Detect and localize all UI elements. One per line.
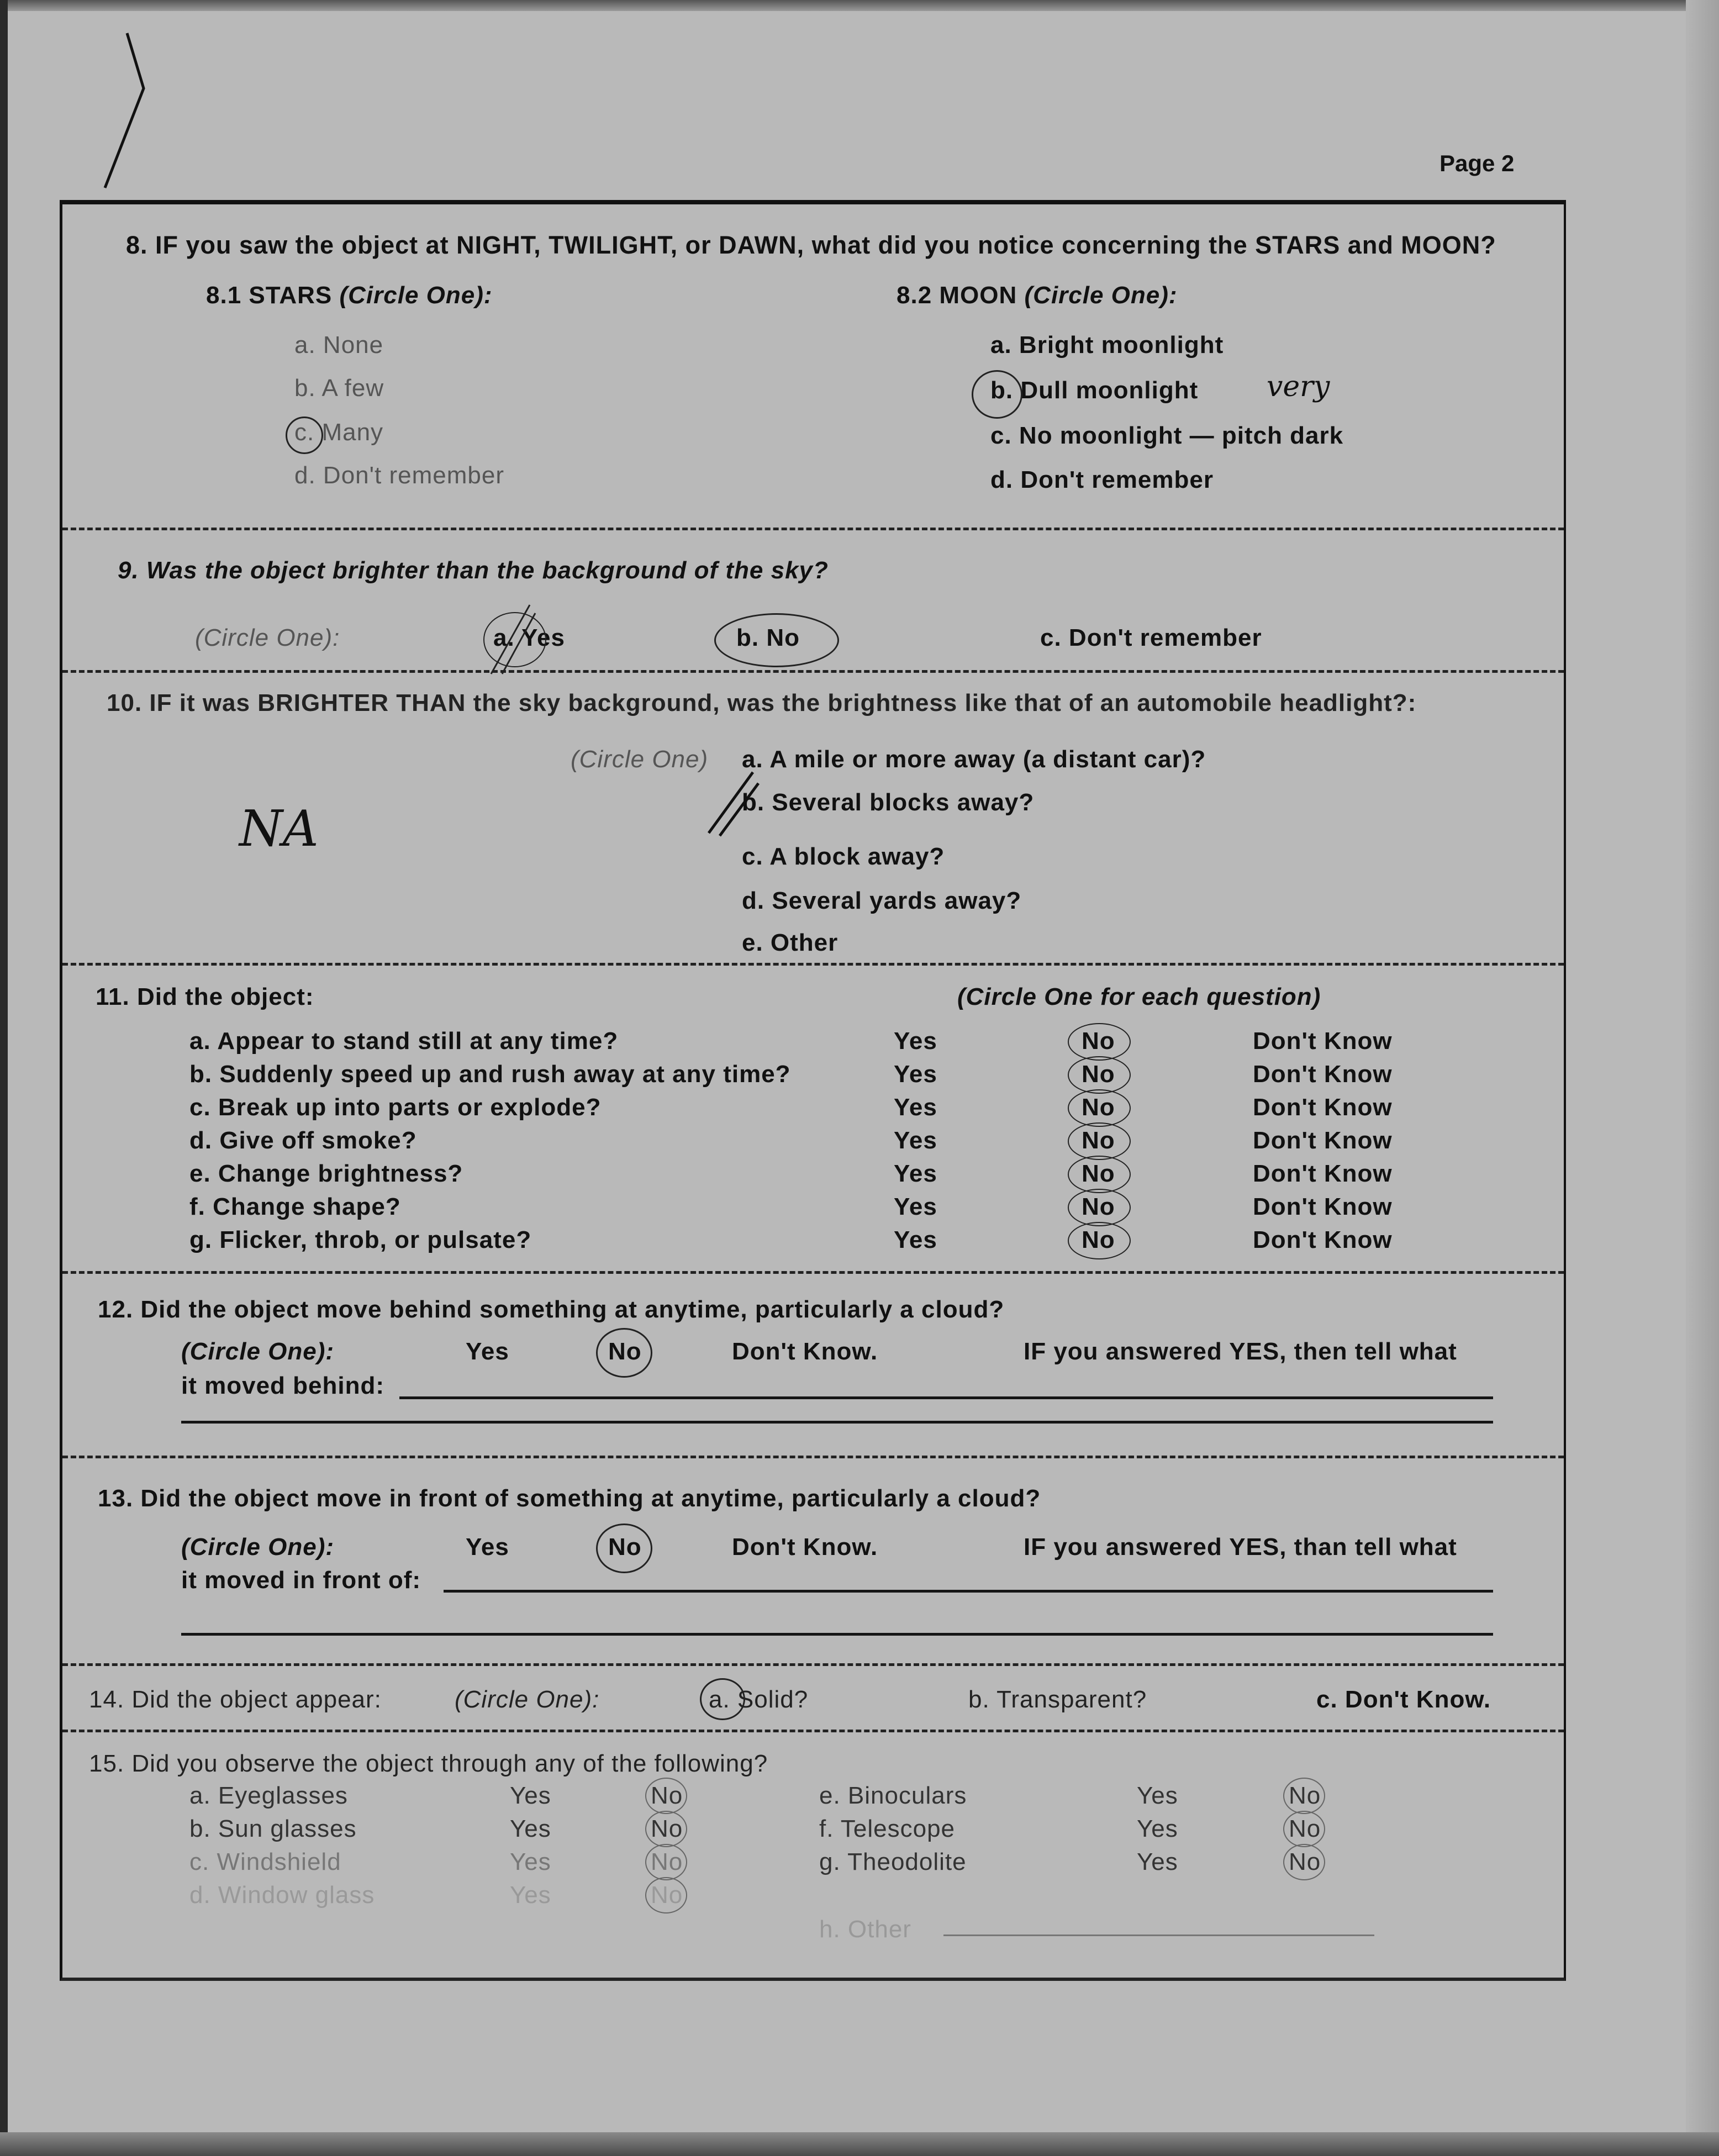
q15-item-yes[interactable]: Yes bbox=[510, 1848, 551, 1875]
question-10-text: 10. IF it was BRIGHTER THAN the sky background, was the brightness like that of an automobile headlight?: bbox=[107, 689, 1417, 716]
q15-other-line[interactable] bbox=[943, 1934, 1374, 1936]
q15-item-label: a. Eyeglasses bbox=[189, 1782, 348, 1809]
moon-instruction: (Circle One): bbox=[1024, 282, 1178, 309]
q15-other-label: h. Other bbox=[819, 1916, 911, 1943]
q11-row-dont-know[interactable]: Don't Know bbox=[1253, 1027, 1393, 1055]
q11-row-dont-know[interactable]: Don't Know bbox=[1253, 1226, 1393, 1253]
q11-row-yes[interactable]: Yes bbox=[894, 1226, 937, 1253]
q11-row-label: d. Give off smoke? bbox=[189, 1127, 417, 1154]
handwritten-note-na: NA bbox=[239, 800, 319, 858]
q15-item-no[interactable]: No bbox=[651, 1881, 683, 1909]
q11-row-label: b. Suddenly speed up and rush away at any time? bbox=[189, 1061, 791, 1088]
question-13-text: 13. Did the object move in front of something at anytime, particularly a cloud? bbox=[98, 1485, 1041, 1512]
moon-option-a[interactable]: a. Bright moonlight bbox=[990, 331, 1224, 359]
q10-cross-out-stroke bbox=[703, 767, 764, 844]
stars-option-c[interactable]: c. Many bbox=[294, 419, 384, 446]
q10-option-b[interactable]: b. Several blocks away? bbox=[742, 789, 1035, 816]
q11-row-dont-know[interactable]: Don't Know bbox=[1253, 1127, 1393, 1154]
question-12-text: 12. Did the object move behind something at anytime, particularly a cloud? bbox=[98, 1296, 1005, 1323]
question-8-text: 8. IF you saw the object at NIGHT, TWILIGHT, or DAWN, what did you notice concerning the STARS and MOON? bbox=[126, 231, 1496, 259]
q15-item-yes[interactable]: Yes bbox=[510, 1881, 551, 1909]
q9-cross-out-stroke bbox=[480, 602, 541, 679]
q11-row-label: e. Change brightness? bbox=[189, 1160, 463, 1187]
q9-option-yes[interactable]: a. Yes bbox=[493, 624, 565, 651]
q15-item-label: d. Window glass bbox=[189, 1881, 375, 1909]
q11-row-dont-know[interactable]: Don't Know bbox=[1253, 1193, 1393, 1220]
q15-item-no[interactable]: No bbox=[1289, 1782, 1321, 1809]
q10-option-e[interactable]: e. Other bbox=[742, 929, 839, 956]
scan-left-edge bbox=[0, 0, 8, 2156]
q11-row-dont-know[interactable]: Don't Know bbox=[1253, 1061, 1393, 1088]
q15-item-yes[interactable]: Yes bbox=[510, 1815, 551, 1842]
stars-option-d[interactable]: d. Don't remember bbox=[294, 462, 504, 489]
q15-item-label: b. Sun glasses bbox=[189, 1815, 357, 1842]
q11-row-no[interactable]: No bbox=[1082, 1061, 1115, 1088]
q11-row-no[interactable]: No bbox=[1082, 1160, 1115, 1187]
stars-option-b[interactable]: b. A few bbox=[294, 375, 384, 402]
moon-heading-label: 8.2 MOON bbox=[897, 282, 1017, 309]
q11-row-yes[interactable]: Yes bbox=[894, 1160, 937, 1187]
q15-item-yes[interactable]: Yes bbox=[1137, 1782, 1178, 1809]
margin-pen-stroke bbox=[83, 22, 171, 199]
q9-option-no[interactable]: b. No bbox=[736, 624, 800, 651]
questionnaire-form bbox=[60, 200, 1566, 1981]
question-14-text: 14. Did the object appear: bbox=[89, 1686, 382, 1713]
q10-option-a[interactable]: a. A mile or more away (a distant car)? bbox=[742, 746, 1206, 773]
q11-row-no[interactable]: No bbox=[1082, 1193, 1115, 1220]
q11-row-dont-know[interactable]: Don't Know bbox=[1253, 1094, 1393, 1121]
q12-option-no[interactable]: No bbox=[608, 1338, 642, 1365]
q11-row-yes[interactable]: Yes bbox=[894, 1193, 937, 1220]
question-14-section bbox=[62, 1666, 1564, 1732]
q12-answer-line-2[interactable] bbox=[181, 1421, 1493, 1424]
q15-item-no[interactable]: No bbox=[1289, 1848, 1321, 1875]
question-9-section bbox=[62, 530, 1564, 673]
q14-instruction: (Circle One): bbox=[455, 1686, 600, 1713]
q15-item-no[interactable]: No bbox=[651, 1815, 683, 1842]
question-11-text: 11. Did the object: bbox=[96, 983, 314, 1010]
question-11-section bbox=[62, 966, 1564, 1274]
q15-item-no[interactable]: No bbox=[651, 1848, 683, 1875]
question-10-section bbox=[62, 673, 1564, 966]
q11-row-yes[interactable]: Yes bbox=[894, 1027, 937, 1055]
moon-heading bbox=[897, 282, 1178, 309]
q15-item-no[interactable]: No bbox=[1289, 1815, 1321, 1842]
q11-row-yes[interactable]: Yes bbox=[894, 1061, 937, 1088]
q13-answer-line-2[interactable] bbox=[181, 1633, 1493, 1636]
q13-option-dont-know[interactable]: Don't Know. bbox=[732, 1533, 878, 1561]
q15-item-no[interactable]: No bbox=[651, 1782, 683, 1809]
q11-row-no[interactable]: No bbox=[1082, 1127, 1115, 1154]
q12-instruction: (Circle One): bbox=[181, 1338, 335, 1365]
q12-option-dont-know[interactable]: Don't Know. bbox=[732, 1338, 878, 1365]
q11-row-yes[interactable]: Yes bbox=[894, 1127, 937, 1154]
q15-item-yes[interactable]: Yes bbox=[1137, 1848, 1178, 1875]
stars-option-a[interactable]: a. None bbox=[294, 331, 384, 359]
q10-option-d[interactable]: d. Several yards away? bbox=[742, 887, 1022, 914]
q13-instruction: (Circle One): bbox=[181, 1533, 335, 1561]
q14-option-transparent[interactable]: b. Transparent? bbox=[968, 1686, 1147, 1713]
question-12-section bbox=[62, 1274, 1564, 1458]
q15-item-label: g. Theodolite bbox=[819, 1848, 967, 1875]
scan-bottom-edge bbox=[0, 2132, 1719, 2156]
q11-instruction: (Circle One for each question) bbox=[957, 983, 1321, 1010]
q11-row-no[interactable]: No bbox=[1082, 1226, 1115, 1253]
q11-row-no[interactable]: No bbox=[1082, 1027, 1115, 1055]
question-15-text: 15. Did you observe the object through any of the following? bbox=[89, 1750, 768, 1777]
question-15-section bbox=[62, 1732, 1564, 1975]
q13-answer-line-1[interactable] bbox=[444, 1590, 1493, 1593]
q10-option-c[interactable]: c. A block away? bbox=[742, 843, 945, 870]
q15-item-label: c. Windshield bbox=[189, 1848, 341, 1875]
question-13-section bbox=[62, 1458, 1564, 1666]
moon-option-d[interactable]: d. Don't remember bbox=[990, 466, 1214, 493]
q9-option-dont-remember[interactable]: c. Don't remember bbox=[1040, 624, 1262, 651]
q12-followup: IF you answered YES, then tell what bbox=[1024, 1338, 1457, 1365]
q11-row-dont-know[interactable]: Don't Know bbox=[1253, 1160, 1393, 1187]
q11-row-no[interactable]: No bbox=[1082, 1094, 1115, 1121]
question-8-section bbox=[62, 204, 1564, 530]
q13-option-no[interactable]: No bbox=[608, 1533, 642, 1561]
stars-heading-label: 8.1 STARS bbox=[206, 282, 333, 309]
q13-option-yes[interactable]: Yes bbox=[466, 1533, 509, 1561]
handwritten-note-very: very bbox=[1267, 370, 1330, 403]
q12-followup-label: it moved behind: bbox=[181, 1372, 384, 1399]
question-9-text: 9. Was the object brighter than the background of the sky? bbox=[118, 557, 829, 584]
q11-row-label: g. Flicker, throb, or pulsate? bbox=[189, 1226, 532, 1253]
q13-followup-label: it moved in front of: bbox=[181, 1567, 421, 1594]
q15-item-yes[interactable]: Yes bbox=[1137, 1815, 1178, 1842]
scan-top-edge bbox=[0, 0, 1719, 11]
stars-heading bbox=[206, 282, 493, 309]
q11-row-label: f. Change shape? bbox=[189, 1193, 401, 1220]
q9-instruction: (Circle One): bbox=[195, 624, 340, 651]
scan-right-edge bbox=[1686, 0, 1719, 2156]
moon-option-c[interactable]: c. No moonlight — pitch dark bbox=[990, 422, 1344, 449]
q15-item-label: e. Binoculars bbox=[819, 1782, 967, 1809]
q13-followup: IF you answered YES, than tell what bbox=[1024, 1533, 1457, 1561]
moon-option-b[interactable]: b. Dull moonlight bbox=[990, 377, 1199, 404]
q11-row-label: c. Break up into parts or explode? bbox=[189, 1094, 602, 1121]
q11-row-yes[interactable]: Yes bbox=[894, 1094, 937, 1121]
page-number: Page 2 bbox=[1439, 150, 1515, 176]
q15-item-label: f. Telescope bbox=[819, 1815, 956, 1842]
q12-answer-line-1[interactable] bbox=[399, 1396, 1493, 1399]
q14-option-solid[interactable]: a. Solid? bbox=[709, 1686, 809, 1713]
q15-item-yes[interactable]: Yes bbox=[510, 1782, 551, 1809]
q12-option-yes[interactable]: Yes bbox=[466, 1338, 509, 1365]
stars-instruction: (Circle One): bbox=[339, 282, 493, 309]
q11-row-label: a. Appear to stand still at any time? bbox=[189, 1027, 619, 1055]
q10-instruction: (Circle One) bbox=[571, 746, 709, 773]
q14-option-dont-know[interactable]: c. Don't Know. bbox=[1316, 1686, 1491, 1713]
